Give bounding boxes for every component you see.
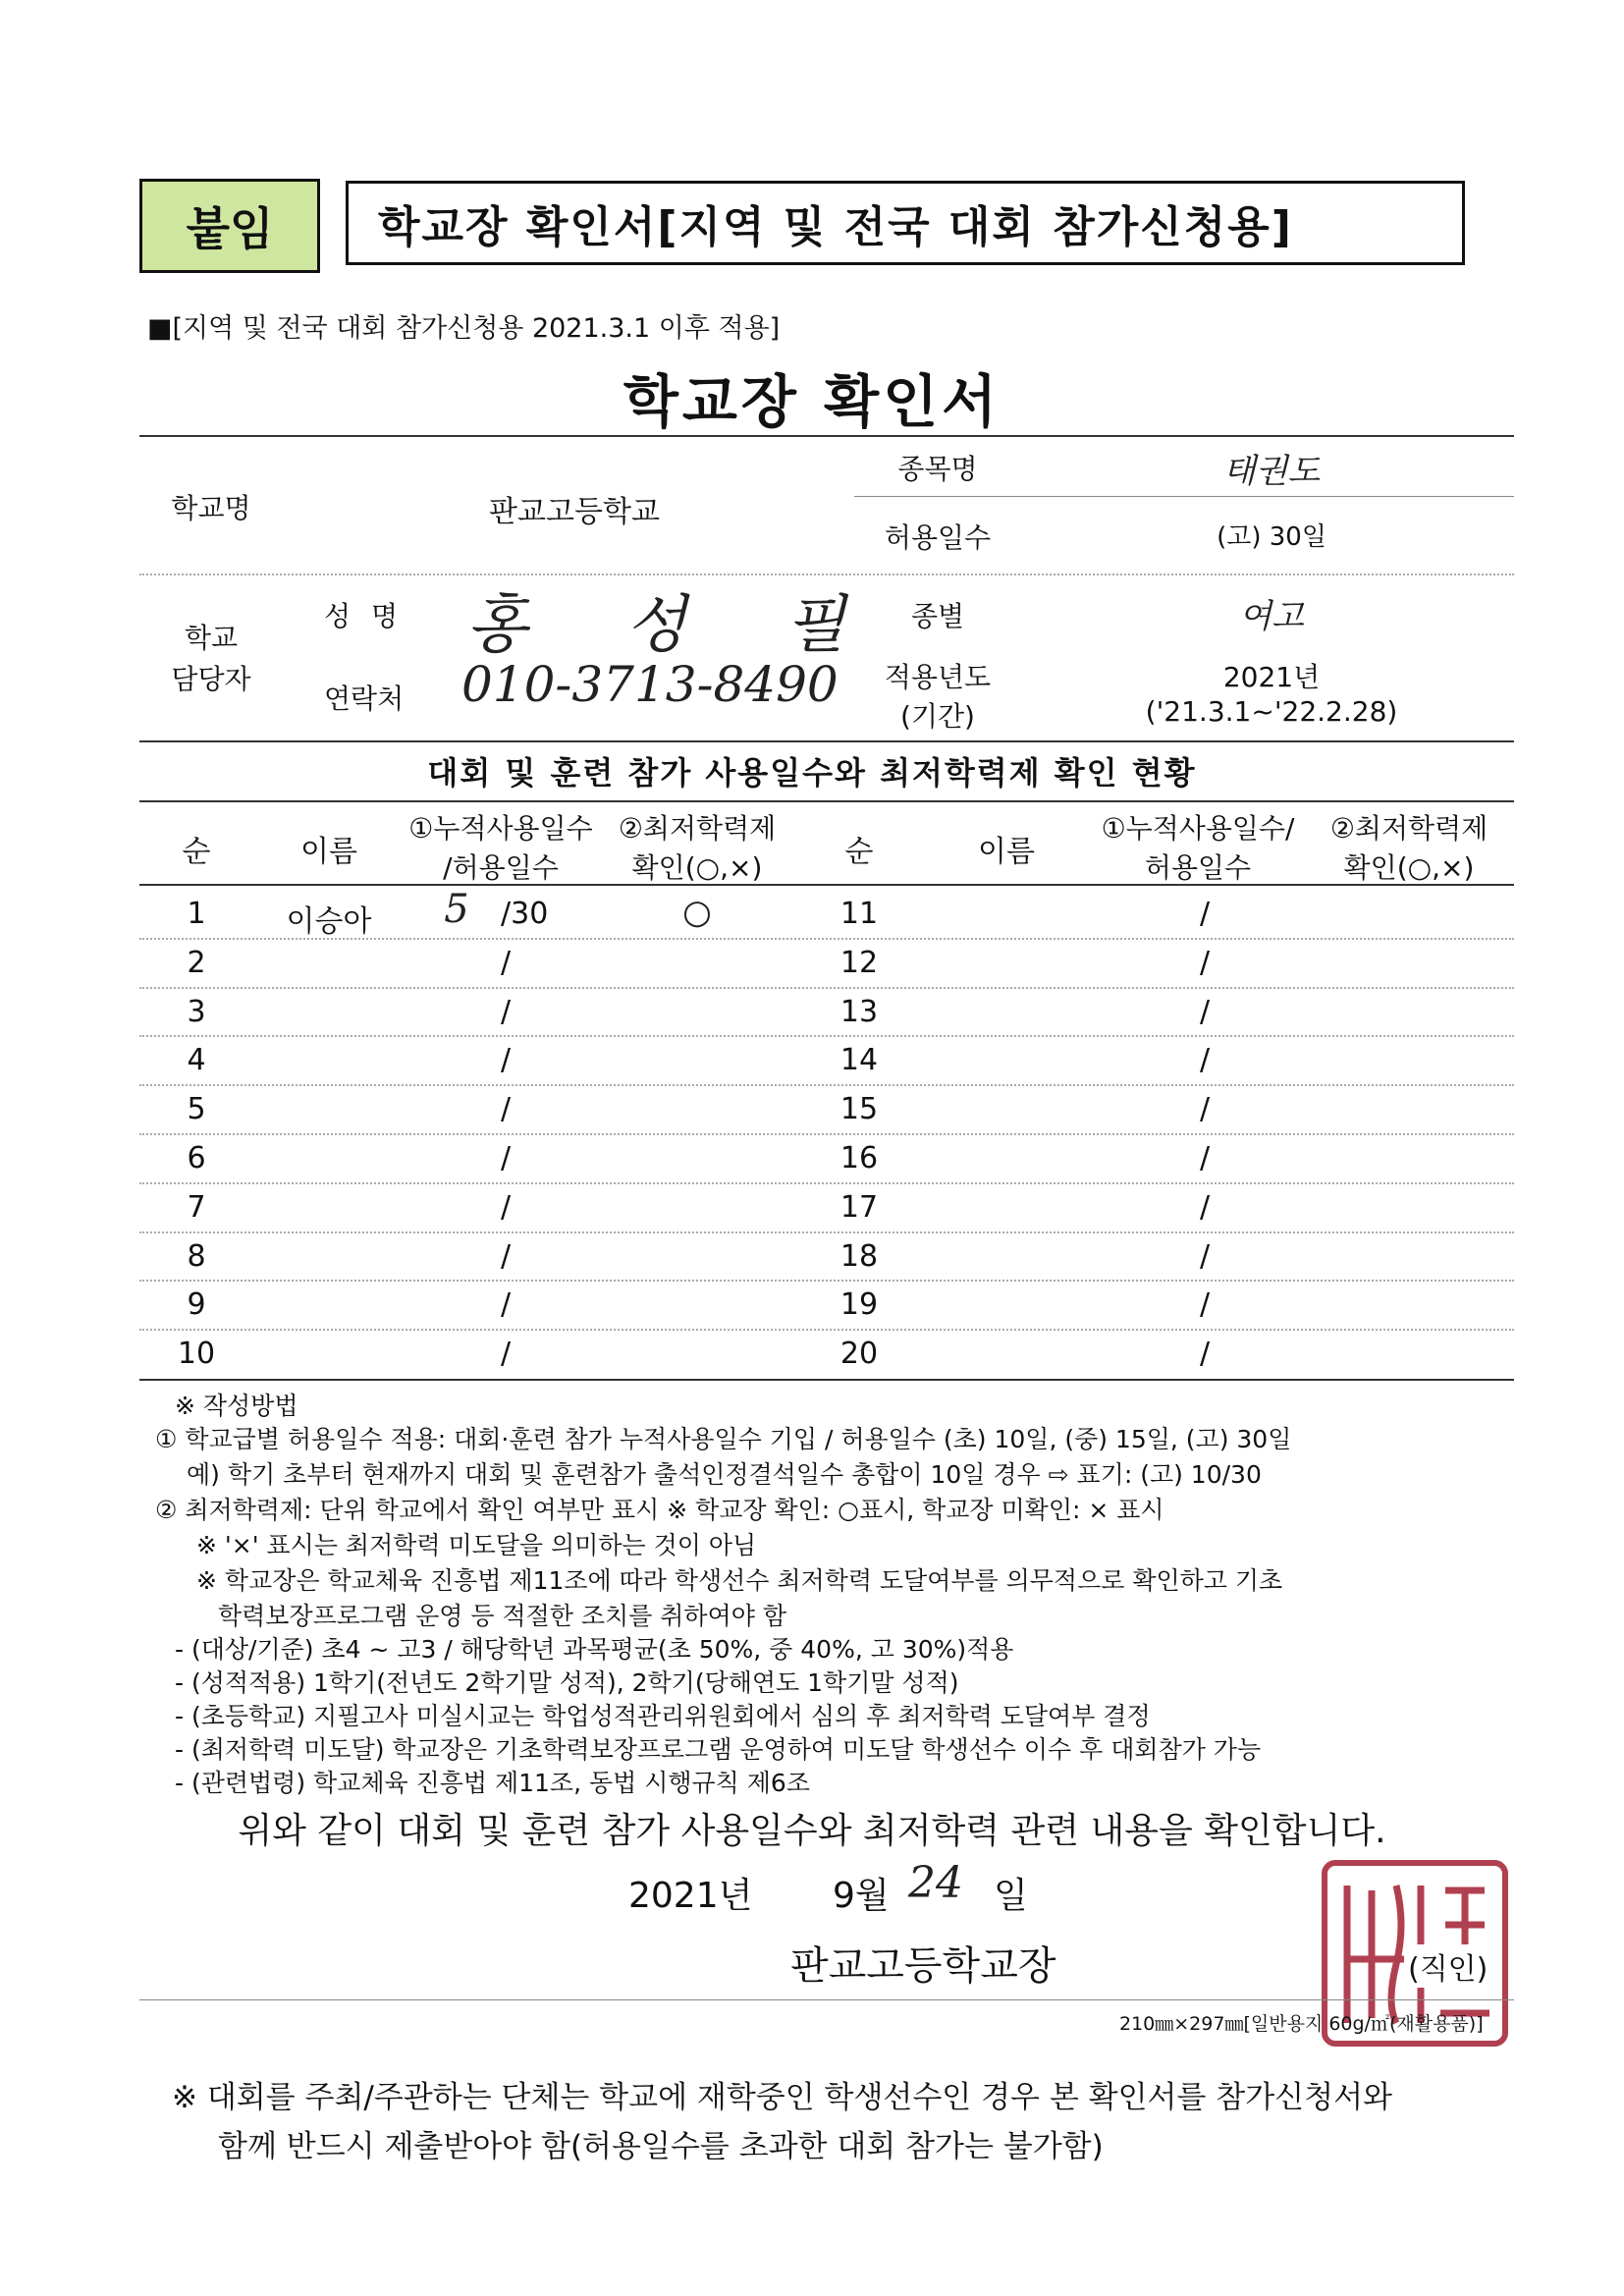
date-day: 24 [908,1858,963,1908]
row-allowed-right: / [1200,1043,1211,1078]
table-title: 대회 및 훈련 참가 사용일수와 최저학력제 확인 현황 [427,754,1197,792]
row-divider [139,1231,1514,1233]
row-no-right: 20 [839,1337,879,1372]
attachment-tag: 붙임 [139,179,320,273]
period-value: ('21.3.1~'22.2.28) [1145,695,1398,728]
phone-value: 010-3713-8490 [461,656,839,713]
row-no: 7 [187,1189,206,1225]
row-allowed-right: / [1200,1189,1211,1225]
notice-line: ■[지역 및 전국 대회 참가신청용 2021.3.1 이후 적용] [147,313,781,344]
row-divider [139,938,1514,940]
col-minscore: ②최저학력제 [618,812,777,845]
row-allowed-right: / [1200,1092,1211,1127]
footer-line-2: 함께 반드시 제출받아야 함(허용일수를 초과한 대회 참가는 불가함) [218,2129,1104,2164]
row-allowed: / [501,994,512,1029]
row-allowed: / [501,1141,512,1175]
row-no: 1 [187,897,206,931]
sport-label: 종목명 [897,453,978,485]
row-divider [139,1035,1514,1037]
note-line: ※ 작성방법 [175,1392,298,1420]
col-allowed-right: 허용일수 [1144,851,1252,884]
col-name-right: 이름 [978,835,1035,869]
row-allowed: / [501,1337,512,1372]
row-check: ○ [682,893,712,932]
note-line: - (초등학교) 지필고사 미실시교는 학업성적관리위원회에서 심의 후 최저학력 도달여부 결정 [175,1702,1151,1730]
row-divider [139,1182,1514,1184]
note-line: ② 최저학력제: 단위 학교에서 확인 여부만 표시 ※ 학교장 확인: ○표시, 학교장 미확인: × 표시 [155,1496,1164,1524]
row-used: 5 [444,887,469,932]
row-no: 3 [187,994,206,1029]
row-allowed: /30 [501,897,549,931]
date-year: 2021년 [628,1876,753,1916]
row-allowed-right: / [1200,897,1211,931]
note-line: 학력보장프로그램 운영 등 적절한 조치를 취하여야 함 [218,1602,786,1630]
row-allowed-right: / [1200,1287,1211,1323]
row-no-right: 17 [839,1189,879,1225]
row-allowed: / [501,1287,512,1323]
year-label-1: 적용년도 [884,661,992,693]
school-label: 학교명 [171,492,251,524]
row-no-right: 18 [839,1238,879,1274]
date-month: 9월 [833,1876,890,1916]
note-line: - (최저학력 미도달) 학교장은 기초학력보장프로그램 운영하여 미도달 학생선수 이수 후 대회참가 가능 [175,1735,1262,1764]
doc-title: 학교장 확인서 [623,368,1001,435]
note-line: ※ 학교장은 학교체육 진흥법 제11조에 따라 학생선수 최저학력 도달여부를 의무적으로 확인하고 기초 [196,1566,1283,1595]
gender-value: 여고 [1239,597,1304,636]
note-line: ① 학교급별 허용일수 적용: 대회·훈련 참가 누적사용일수 기입 / 허용일수 (초) 10일, (중) 15일, (고) 30일 [155,1425,1292,1453]
gender-label: 종별 [910,600,965,632]
row-allowed: / [501,945,512,980]
signer: 판교고등학교장 [790,1943,1056,1989]
note-line: 예) 학기 초부터 현재까지 대회 및 훈련참가 출석인정결석일수 총합이 10일 경우 ⇨ 표기: (고) 10/30 [187,1460,1262,1489]
name-value: 홍 성 필 [466,589,886,662]
row-no-right: 15 [839,1092,879,1127]
row-divider [139,1133,1514,1135]
row-divider [139,987,1514,989]
row-no-right: 12 [839,945,879,980]
row-divider [139,1084,1514,1086]
row-no-right: 14 [839,1043,879,1078]
row-name: 이승아 [286,904,372,939]
row-allowed-right: / [1200,1238,1211,1274]
days-value: (고) 30일 [1217,522,1326,552]
row-no-right: 16 [839,1141,879,1175]
note-line: ※ '×' 표시는 최저학력 미도달을 의미하는 것이 아님 [196,1531,757,1559]
phone-label: 연락처 [324,683,405,715]
year-label-2: (기간) [900,700,975,733]
contact-label-1: 학교 [184,622,239,654]
date-suffix: 일 [994,1876,1028,1916]
row-no-right: 13 [839,994,879,1029]
col-no: 순 [182,835,211,869]
row-allowed-right: / [1200,1141,1211,1175]
paper-spec: 210㎜×297㎜[일반용지 60g/㎡(재활용품)] [1119,2013,1484,2035]
col-check: 확인(○,×) [631,851,763,884]
sport-value: 태권도 [1222,452,1321,491]
row-no: 4 [187,1043,206,1078]
note-line: - (관련법령) 학교체육 진흥법 제11조, 동법 시행규칙 제6조 [175,1769,810,1797]
row-divider [139,1329,1514,1331]
row-allowed-right: / [1200,994,1211,1029]
col-name: 이름 [300,835,357,869]
footer-line-1: ※ 대회를 주최/주관하는 단체는 학교에 재학중인 학생선수인 경우 본 확인서를 참가신청서와 [172,2080,1392,2115]
row-no: 8 [187,1238,206,1274]
row-allowed-right: / [1200,945,1211,980]
col-used-right: ①누적사용일수/ [1101,812,1295,845]
row-no: 2 [187,945,206,980]
row-allowed: / [501,1238,512,1274]
row-allowed: / [501,1043,512,1078]
note-line: - (대상/기준) 초4 ~ 고3 / 해당학년 과목평균(초 50%, 중 40%, 고 30%)적용 [175,1635,1014,1664]
name-label: 성 명 [324,600,404,632]
row-no: 9 [187,1287,206,1323]
row-no-right: 11 [839,897,879,931]
row-no: 10 [177,1337,216,1372]
year-value: 2021년 [1222,661,1321,693]
days-label: 허용일수 [884,521,992,554]
seal-mark: (직인) [1404,1944,1491,1988]
contact-label-2: 담당자 [171,663,251,695]
row-allowed: / [501,1092,512,1127]
col-used: ①누적사용일수 [408,812,593,845]
row-allowed: / [501,1189,512,1225]
col-check-right: 확인(○,×) [1343,851,1475,884]
header-title: 학교장 확인서[지역 및 전국 대회 참가신청용] [346,181,1465,265]
col-no-right: 순 [844,835,874,869]
row-divider [139,1280,1514,1282]
note-line: - (성적적용) 1학기(전년도 2학기말 성적), 2학기(당해연도 1학기말 성적) [175,1668,959,1697]
col-minscore-right: ②최저학력제 [1329,812,1489,845]
row-no: 5 [187,1092,206,1127]
row-no-right: 19 [839,1287,879,1323]
row-no: 6 [187,1141,206,1175]
confirm-text: 위와 같이 대회 및 훈련 참가 사용일수와 최저학력 관련 내용을 확인합니다. [238,1811,1386,1851]
school-value: 판교고등학교 [489,495,660,529]
col-allowed: /허용일수 [443,851,559,884]
row-allowed-right: / [1200,1337,1211,1372]
